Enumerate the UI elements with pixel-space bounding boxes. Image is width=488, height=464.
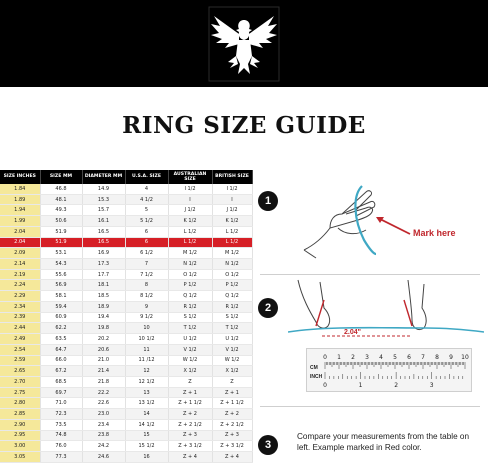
cell-australian-size: Z + 1 1/2	[168, 398, 212, 409]
cell-size-mm: 77.3	[40, 451, 82, 462]
cell-british-size: Z + 3 1/2	[212, 441, 252, 452]
header-british-size: BRITISH SIZE	[212, 170, 252, 184]
cm-tick-label: 8	[435, 354, 439, 361]
cell-british-size: Z + 2 1/2	[212, 419, 252, 430]
cell-usa-size: 11 /12	[125, 355, 168, 366]
cell-size-inches: 2.14	[0, 259, 40, 270]
cell-british-size: N 1/2	[212, 259, 252, 270]
cell-diameter-mm: 22.2	[82, 387, 125, 398]
cell-australian-size: Z + 3	[168, 430, 212, 441]
cell-size-mm: 48.1	[40, 194, 82, 205]
cell-british-size: Z + 4	[212, 451, 252, 462]
cell-british-size: X 1/2	[212, 366, 252, 377]
cell-usa-size: 15 1/2	[125, 441, 168, 452]
cell-british-size: T 1/2	[212, 323, 252, 334]
table-row	[0, 376, 252, 387]
cell-size-inches: 2.90	[0, 419, 40, 430]
cell-usa-size: 15	[125, 430, 168, 441]
step-divider	[260, 406, 480, 407]
cell-diameter-mm: 15.3	[82, 194, 125, 205]
table-row	[0, 441, 252, 452]
cell-usa-size: 14 1/2	[125, 419, 168, 430]
brand-banner	[0, 0, 488, 87]
cell-size-inches: 2.19	[0, 269, 40, 280]
header-size-inches: SIZE INCHES	[0, 170, 40, 184]
measuring-guide	[252, 170, 488, 464]
compare-note: Compare your measurements from the table on left. Example marked in Red color.	[297, 432, 470, 452]
cell-usa-size: 11	[125, 344, 168, 355]
cell-size-mm: 68.5	[40, 376, 82, 387]
table-row	[0, 259, 252, 270]
cell-usa-size: 16	[125, 451, 168, 462]
cell-diameter-mm: 16.9	[82, 248, 125, 259]
cell-size-mm: 54.3	[40, 259, 82, 270]
ruler	[306, 348, 472, 392]
cell-australian-size: Z + 2 1/2	[168, 419, 212, 430]
cell-australian-size: M 1/2	[168, 248, 212, 259]
cell-british-size: Z + 3	[212, 430, 252, 441]
table-row	[0, 430, 252, 441]
cell-diameter-mm: 23.8	[82, 430, 125, 441]
inch-tick-label: 0	[323, 382, 327, 389]
cell-usa-size: 13 1/2	[125, 398, 168, 409]
cell-usa-size: 10	[125, 323, 168, 334]
table-row	[0, 280, 252, 291]
cm-tick-label: 9	[449, 354, 453, 361]
cm-tick-label: 3	[365, 354, 369, 361]
cell-british-size: U 1/2	[212, 334, 252, 345]
table-row	[0, 184, 252, 194]
cell-british-size: Q 1/2	[212, 291, 252, 302]
cell-diameter-mm: 16.1	[82, 216, 125, 227]
cell-size-inches: 2.70	[0, 376, 40, 387]
cell-size-mm: 66.0	[40, 355, 82, 366]
cell-usa-size: 5 1/2	[125, 216, 168, 227]
cell-size-inches: 2.39	[0, 312, 40, 323]
cell-australian-size: P 1/2	[168, 280, 212, 291]
cell-usa-size: 6	[125, 226, 168, 237]
cell-size-inches: 2.24	[0, 280, 40, 291]
cell-australian-size: Z + 2	[168, 409, 212, 420]
cell-australian-size: J 1/2	[168, 205, 212, 216]
cell-size-inches: 2.34	[0, 301, 40, 312]
table-row	[0, 366, 252, 377]
cell-size-mm: 55.6	[40, 269, 82, 280]
cell-british-size: J 1/2	[212, 205, 252, 216]
cell-usa-size: 14	[125, 409, 168, 420]
cell-size-mm: 67.2	[40, 366, 82, 377]
cell-british-size: Z + 2	[212, 409, 252, 420]
cm-tick-label: 0	[323, 354, 327, 361]
header-size-mm: SIZE MM	[40, 170, 82, 184]
cell-size-mm: 74.8	[40, 430, 82, 441]
cell-size-inches: 2.75	[0, 387, 40, 398]
cell-usa-size: 8	[125, 280, 168, 291]
cell-diameter-mm: 24.2	[82, 441, 125, 452]
cell-british-size: M 1/2	[212, 248, 252, 259]
cell-australian-size: Z + 4	[168, 451, 212, 462]
cell-size-inches: 1.84	[0, 184, 40, 194]
cell-diameter-mm: 21.0	[82, 355, 125, 366]
step-1-badge: 1	[258, 191, 278, 211]
cell-usa-size: 8 1/2	[125, 291, 168, 302]
cell-australian-size: Z	[168, 376, 212, 387]
cell-australian-size: T 1/2	[168, 323, 212, 334]
cell-size-inches: 2.09	[0, 248, 40, 259]
cell-british-size: P 1/2	[212, 280, 252, 291]
cell-usa-size: 12	[125, 366, 168, 377]
cell-australian-size: X 1/2	[168, 366, 212, 377]
cell-diameter-mm: 14.9	[82, 184, 125, 194]
cell-diameter-mm: 18.9	[82, 301, 125, 312]
cell-size-mm: 64.7	[40, 344, 82, 355]
cell-size-mm: 58.1	[40, 291, 82, 302]
cell-size-mm: 56.9	[40, 280, 82, 291]
cell-australian-size: Z + 1	[168, 387, 212, 398]
cell-british-size: L 1/2	[212, 226, 252, 237]
table-header-row	[0, 170, 252, 184]
cell-size-inches: 2.04	[0, 226, 40, 237]
table-row	[0, 248, 252, 259]
cell-usa-size: 7 1/2	[125, 269, 168, 280]
cell-size-inches: 2.59	[0, 355, 40, 366]
cell-british-size: Z + 1 1/2	[212, 398, 252, 409]
cell-size-inches: 2.80	[0, 398, 40, 409]
ruler-cm-label: CM	[310, 365, 318, 371]
measure-value-label: 2.04"	[344, 329, 361, 336]
cell-australian-size: L 1/2	[168, 237, 212, 248]
cell-diameter-mm: 20.6	[82, 344, 125, 355]
cell-usa-size: 9	[125, 301, 168, 312]
cell-size-mm: 60.9	[40, 312, 82, 323]
table-row	[0, 291, 252, 302]
cell-australian-size: V 1/2	[168, 344, 212, 355]
eagle-logo-icon	[208, 6, 280, 82]
cell-diameter-mm: 21.8	[82, 376, 125, 387]
ring-size-table	[0, 170, 253, 463]
cell-diameter-mm: 19.4	[82, 312, 125, 323]
cell-australian-size: I 1/2	[168, 184, 212, 194]
mark-here-label: Mark here	[413, 228, 456, 238]
ruler-inch-label: INCH	[310, 374, 323, 380]
cell-australian-size: Q 1/2	[168, 291, 212, 302]
cell-australian-size: S 1/2	[168, 312, 212, 323]
cell-usa-size: 4 1/2	[125, 194, 168, 205]
cell-size-mm: 73.5	[40, 419, 82, 430]
cell-size-inches: 2.95	[0, 430, 40, 441]
cell-usa-size: 4	[125, 184, 168, 194]
table-row	[0, 323, 252, 334]
cell-diameter-mm: 22.6	[82, 398, 125, 409]
cell-usa-size: 6 1/2	[125, 248, 168, 259]
cell-size-mm: 76.0	[40, 441, 82, 452]
inch-tick-label: 2	[394, 382, 399, 389]
cell-usa-size: 7	[125, 259, 168, 270]
cell-british-size: Z	[212, 376, 252, 387]
cell-british-size: R 1/2	[212, 301, 252, 312]
cell-british-size: O 1/2	[212, 269, 252, 280]
hands-measuring-icon	[288, 278, 484, 340]
inch-tick-label: 1	[358, 382, 363, 389]
step-divider	[260, 274, 480, 275]
cell-diameter-mm: 19.8	[82, 323, 125, 334]
cell-size-inches: 2.04	[0, 237, 40, 248]
cell-size-inches: 2.44	[0, 323, 40, 334]
cell-diameter-mm: 23.0	[82, 409, 125, 420]
cell-usa-size: 6	[125, 237, 168, 248]
table-row	[0, 194, 252, 205]
cell-diameter-mm: 15.7	[82, 205, 125, 216]
table-row	[0, 334, 252, 345]
table-row	[0, 355, 252, 366]
cm-tick-label: 5	[393, 354, 397, 361]
cell-usa-size: 12 1/2	[125, 376, 168, 387]
cell-british-size: L 1/2	[212, 237, 252, 248]
cell-size-mm: 69.7	[40, 387, 82, 398]
cell-size-mm: 59.4	[40, 301, 82, 312]
cell-british-size: W 1/2	[212, 355, 252, 366]
cell-british-size: V 1/2	[212, 344, 252, 355]
cell-size-mm: 49.3	[40, 205, 82, 216]
cell-diameter-mm: 23.4	[82, 419, 125, 430]
cell-size-inches: 2.29	[0, 291, 40, 302]
cell-australian-size: I	[168, 194, 212, 205]
cell-diameter-mm: 16.5	[82, 237, 125, 248]
cell-australian-size: Z + 3 1/2	[168, 441, 212, 452]
page-title: RING SIZE GUIDE	[122, 112, 366, 139]
step-2-badge: 2	[258, 298, 278, 318]
cm-tick-label: 1	[337, 354, 341, 361]
cell-size-inches: 2.65	[0, 366, 40, 377]
cell-british-size: Z + 1	[212, 387, 252, 398]
table-row	[0, 419, 252, 430]
cell-australian-size: K 1/2	[168, 216, 212, 227]
cell-size-inches: 1.99	[0, 216, 40, 227]
cell-diameter-mm: 18.1	[82, 280, 125, 291]
inch-tick-label: 3	[429, 382, 434, 389]
table-row	[0, 344, 252, 355]
table-row	[0, 301, 252, 312]
cell-australian-size: L 1/2	[168, 226, 212, 237]
table-row	[0, 409, 252, 420]
header-diameter-mm: DIAMETER MM	[82, 170, 125, 184]
table-row	[0, 398, 252, 409]
cell-size-inches: 3.05	[0, 451, 40, 462]
cell-size-mm: 63.5	[40, 334, 82, 345]
ruler-scale	[307, 349, 471, 391]
cell-size-mm: 51.9	[40, 237, 82, 248]
cell-diameter-mm: 24.6	[82, 451, 125, 462]
cell-diameter-mm: 18.5	[82, 291, 125, 302]
cell-size-inches: 3.00	[0, 441, 40, 452]
cell-size-mm: 51.9	[40, 226, 82, 237]
cell-australian-size: O 1/2	[168, 269, 212, 280]
table-row	[0, 205, 252, 216]
table-row	[0, 312, 252, 323]
cell-british-size: I	[212, 194, 252, 205]
cell-size-mm: 71.0	[40, 398, 82, 409]
cell-diameter-mm: 20.2	[82, 334, 125, 345]
table-row	[0, 451, 252, 462]
step-3-badge: 3	[258, 435, 278, 455]
cell-size-inches: 1.89	[0, 194, 40, 205]
cell-australian-size: U 1/2	[168, 334, 212, 345]
cell-australian-size: R 1/2	[168, 301, 212, 312]
cell-usa-size: 10 1/2	[125, 334, 168, 345]
cm-tick-label: 4	[379, 354, 383, 361]
header-usa-size: U.S.A. SIZE	[125, 170, 168, 184]
cell-diameter-mm: 21.4	[82, 366, 125, 377]
table-row	[0, 237, 252, 248]
cell-size-mm: 62.2	[40, 323, 82, 334]
cm-tick-label: 6	[407, 354, 411, 361]
table-row	[0, 226, 252, 237]
cell-size-inches: 2.85	[0, 409, 40, 420]
cell-diameter-mm: 16.5	[82, 226, 125, 237]
cell-british-size: K 1/2	[212, 216, 252, 227]
cell-australian-size: N 1/2	[168, 259, 212, 270]
table-row	[0, 387, 252, 398]
cell-size-inches: 1.94	[0, 205, 40, 216]
table-row	[0, 216, 252, 227]
cell-usa-size: 9 1/2	[125, 312, 168, 323]
cm-tick-label: 2	[351, 354, 355, 361]
cell-size-mm: 53.1	[40, 248, 82, 259]
cell-diameter-mm: 17.3	[82, 259, 125, 270]
cell-size-inches: 2.54	[0, 344, 40, 355]
red-arrow-icon	[372, 210, 412, 240]
table-row	[0, 269, 252, 280]
cm-tick-label: 10	[461, 354, 469, 361]
cell-size-mm: 46.8	[40, 184, 82, 194]
cell-british-size: I 1/2	[212, 184, 252, 194]
cell-australian-size: W 1/2	[168, 355, 212, 366]
header-australian-size: AUSTRALIAN SIZE	[168, 170, 212, 184]
cell-size-mm: 72.3	[40, 409, 82, 420]
cm-tick-label: 7	[421, 354, 425, 361]
cell-size-inches: 2.49	[0, 334, 40, 345]
cell-usa-size: 5	[125, 205, 168, 216]
cell-size-mm: 50.6	[40, 216, 82, 227]
cell-british-size: S 1/2	[212, 312, 252, 323]
cell-diameter-mm: 17.7	[82, 269, 125, 280]
cell-usa-size: 13	[125, 387, 168, 398]
